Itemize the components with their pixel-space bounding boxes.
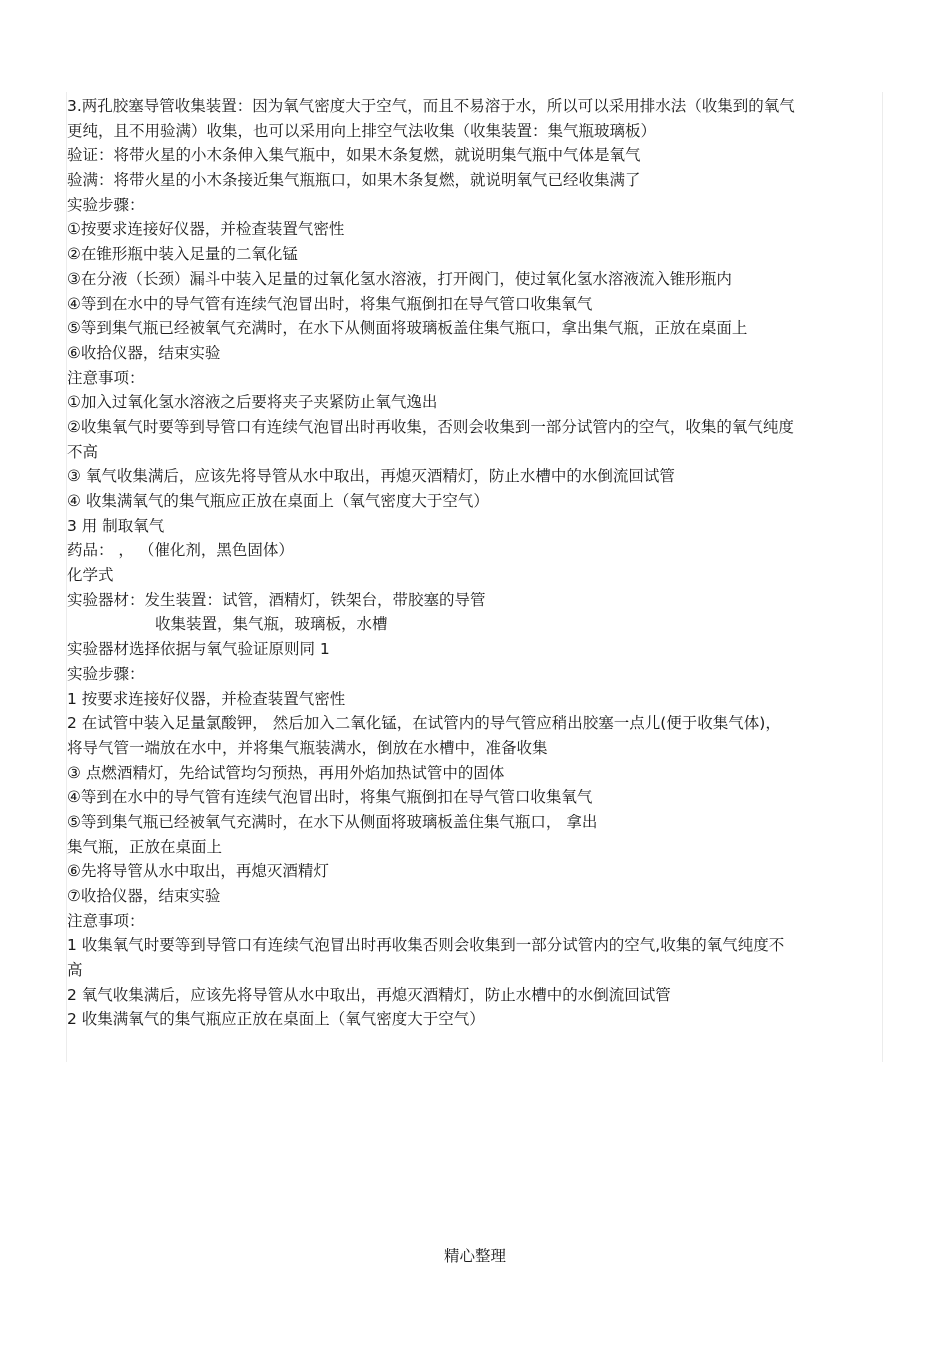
step-item: 2 在试管中装入足量氯酸钾， 然后加入二氧化锰，在试管内的导气管应稍出胶塞一点儿(便于收集气体)， — [67, 714, 781, 733]
section-heading: 实验步骤： — [67, 195, 145, 214]
step-item: ①按要求连接好仪器，并检查装置气密性 — [67, 220, 345, 239]
step-item: ⑦收拾仪器，结束实验 — [67, 887, 221, 905]
note-item: ①加入过氧化氢水溶液之后要将夹子夹紧防止氧气逸出 — [67, 393, 438, 412]
paragraph-line: 实验器材：发生装置：试管，酒精灯，铁架台，带胶塞的导管 — [67, 590, 486, 609]
paragraph-line: 收集装置，集气瓶，玻璃板，水槽 — [155, 615, 388, 634]
step-item: ②在锥形瓶中装入足量的二氧化锰 — [67, 245, 298, 264]
paragraph-line: 药品： ， （催化剂，黑色固体） — [67, 541, 294, 560]
section-heading: 注意事项： — [67, 911, 145, 930]
step-item: ④等到在水中的导气管有连续气泡冒出时，将集气瓶倒扣在导气管口收集氧气 — [67, 788, 593, 807]
paragraph-line: 3.两孔胶塞导管收集装置：因为氧气密度大于空气，而且不易溶于水，所以可以采用排水法（收集到的氧气 — [67, 97, 795, 115]
step-item: ⑤等到集气瓶已经被氧气充满时，在水下从侧面将玻璃板盖住集气瓶口， 拿出 — [67, 812, 598, 831]
paragraph-line: 更纯，且不用验满）收集，也可以采用向上排空气法收集（收集装置：集气瓶玻璃板） — [67, 121, 657, 140]
step-item: ⑥先将导管从水中取出，再熄灭酒精灯 — [67, 862, 329, 881]
step-item: ⑥收拾仪器，结束实验 — [67, 343, 221, 362]
step-item: ⑤等到集气瓶已经被氧气充满时，在水下从侧面将玻璃板盖住集气瓶口，拿出集气瓶，正放在桌面上 — [67, 319, 748, 338]
section-heading: 注意事项： — [67, 368, 145, 387]
note-item: ③ 氧气收集满后，应该先将导管从水中取出，再熄灭酒精灯，防止水槽中的水倒流回试管 — [67, 467, 675, 486]
step-item: 将导气管一端放在水中，并将集气瓶装满水，倒放在水槽中，准备收集 — [67, 738, 548, 757]
note-item: 不高 — [67, 442, 99, 461]
document-body — [67, 94, 912, 1032]
note-item: 2 收集满氧气的集气瓶应正放在桌面上（氧气密度大于空气） — [67, 1010, 485, 1029]
paragraph-line: 验证：将带火星的小木条伸入集气瓶中，如果木条复燃，就说明集气瓶中气体是氧气 — [67, 146, 641, 165]
page-footer: 精心整理 — [443, 1247, 506, 1265]
step-item: ③在分液（长颈）漏斗中装入足量的过氧化氢水溶液，打开阀门，使过氧化氢水溶液流入锥形瓶内 — [67, 269, 732, 288]
note-item: 高 — [67, 961, 83, 980]
paragraph-line: 实验器材选择依据与氧气验证原则同 1 — [67, 640, 330, 659]
note-item: ②收集氧气时要等到导管口有连续气泡冒出时再收集，否则会收集到一部分试管内的空气，收集的氧气纯度 — [67, 417, 794, 436]
paragraph-line: 验满：将带火星的小木条接近集气瓶瓶口，如果木条复燃，就说明氧气已经收集满了 — [67, 171, 641, 190]
section-heading: 实验步骤： — [67, 664, 145, 683]
step-item: ④等到在水中的导气管有连续气泡冒出时，将集气瓶倒扣在导气管口收集氧气 — [67, 294, 593, 313]
note-item: ④ 收集满氧气的集气瓶应正放在桌面上（氧气密度大于空气） — [67, 492, 489, 510]
note-item: 1 收集氧气时要等到导管口有连续气泡冒出时再收集否则会收集到一部分试管内的空气,收集的氧气纯度不 — [67, 936, 785, 955]
step-item: 集气瓶，正放在桌面上 — [67, 837, 223, 856]
section-title: 3 用 制取氧气 — [67, 516, 165, 535]
step-item: ③ 点燃酒精灯，先给试管均匀预热，再用外焰加热试管中的固体 — [67, 763, 505, 782]
step-item: 1 按要求连接好仪器，并检查装置气密性 — [67, 689, 346, 708]
note-item: 2 氧气收集满后，应该先将导管从水中取出，再熄灭酒精灯，防止水槽中的水倒流回试管 — [67, 985, 671, 1004]
paragraph-line: 化学式 — [67, 566, 114, 585]
